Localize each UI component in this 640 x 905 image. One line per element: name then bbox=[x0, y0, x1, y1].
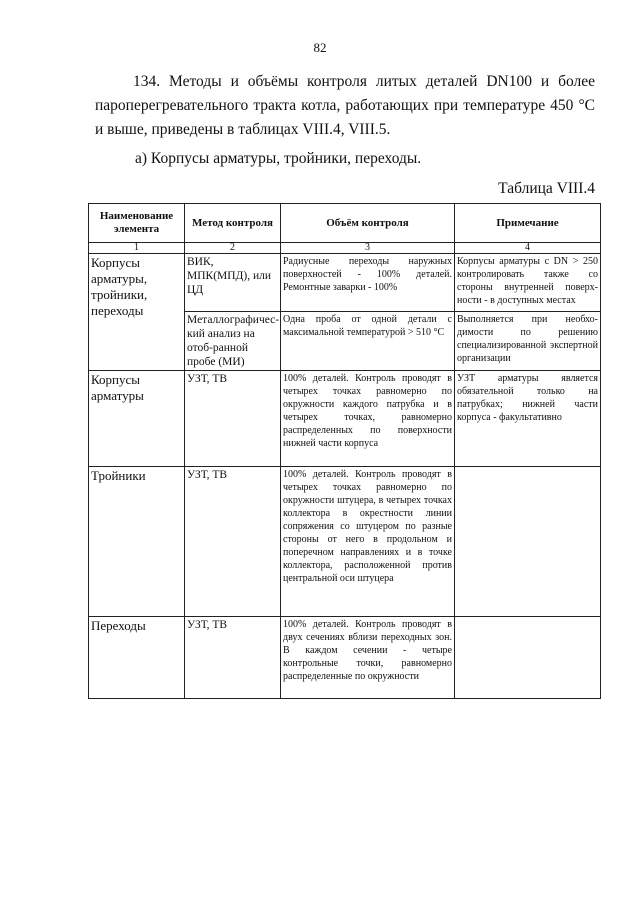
cell-method: УЗТ, ТВ bbox=[185, 371, 281, 467]
header-element: Наименование элемента bbox=[89, 204, 185, 243]
cell-element: Корпусы арматуры, тройники, переходы bbox=[89, 254, 185, 371]
header-method: Метод контроля bbox=[185, 204, 281, 243]
cell-element: Тройники bbox=[89, 467, 185, 617]
page-number: 82 bbox=[313, 40, 327, 55]
cell-method: ВИК, МПК(МПД), или ЦД bbox=[185, 254, 281, 312]
intro-text bbox=[95, 70, 595, 142]
cell-note: Выполняется при необхо-димости по решению специализированной экспертной организации bbox=[455, 312, 601, 371]
cell-method: Металлографичес-кий анализ на отоб-ранной пробе (МИ) bbox=[185, 312, 281, 371]
header-volume: Объём контроля bbox=[281, 204, 455, 243]
cell-note bbox=[455, 617, 601, 699]
cell-volume: 100% деталей. Контроль проводят в четырех точках равномерно по окружности штуцера, в четырех точках коллектора в окрестности линии сопряжения со штуцером по разные стороны от него в продольном и поперечном направлениях и в точке коллектора, расположенной против центральной оси штуцера bbox=[281, 467, 455, 617]
cell-note bbox=[455, 467, 601, 617]
column-number: 3 bbox=[281, 243, 455, 254]
column-number: 1 bbox=[89, 243, 185, 254]
intro-paragraph: 134. Методы и объёмы контроля литых деталей DN100 и более пароперегревательного тракта котла, работающих при температуре 450 °С и выше, приведены в таблицах VIII.4, VIII.5. bbox=[95, 73, 595, 138]
table-row bbox=[89, 467, 601, 617]
cell-note: Корпусы арматуры с DN > 250 контролировать также со стороны внутренней поверх-ности - в доступных местах bbox=[455, 254, 601, 312]
cell-element: Переходы bbox=[89, 617, 185, 699]
cell-note: УЗТ арматуры является обязательной только на патрубках; нижней части корпуса - факультативно bbox=[455, 371, 601, 467]
cell-volume: Одна проба от одной детали с максимальной температурой > 510 °С bbox=[281, 312, 455, 371]
table-label: Таблица VIII.4 bbox=[498, 180, 595, 197]
column-number: 2 bbox=[185, 243, 281, 254]
table-row bbox=[89, 254, 601, 312]
cell-method: УЗТ, ТВ bbox=[185, 467, 281, 617]
table-row bbox=[89, 617, 601, 699]
cell-volume: 100% деталей. Контроль проводят в четырех точках равномерно по окружности каждого патрубка и в четырех точках, равномерно распределенных по поверхности нижней части корпуса bbox=[281, 371, 455, 467]
cell-volume: 100% деталей. Контроль проводят в двух сечениях вблизи переходных зон. В каждом сечении - четыре контрольные точки, равномерно распределенные по окружности bbox=[281, 617, 455, 699]
cell-method: УЗТ, ТВ bbox=[185, 617, 281, 699]
header-note: Примечание bbox=[455, 204, 601, 243]
table-row bbox=[89, 371, 601, 467]
table-header-row bbox=[89, 204, 601, 243]
cell-volume: Радиусные переходы наружных поверхностей - 100% деталей. Ремонтные заварки - 100% bbox=[281, 254, 455, 312]
column-number-row bbox=[89, 243, 601, 254]
column-number: 4 bbox=[455, 243, 601, 254]
subheading: а) Корпусы арматуры, тройники, переходы. bbox=[135, 150, 422, 167]
cell-element: Корпусы арматуры bbox=[89, 371, 185, 467]
control-table bbox=[88, 203, 601, 699]
